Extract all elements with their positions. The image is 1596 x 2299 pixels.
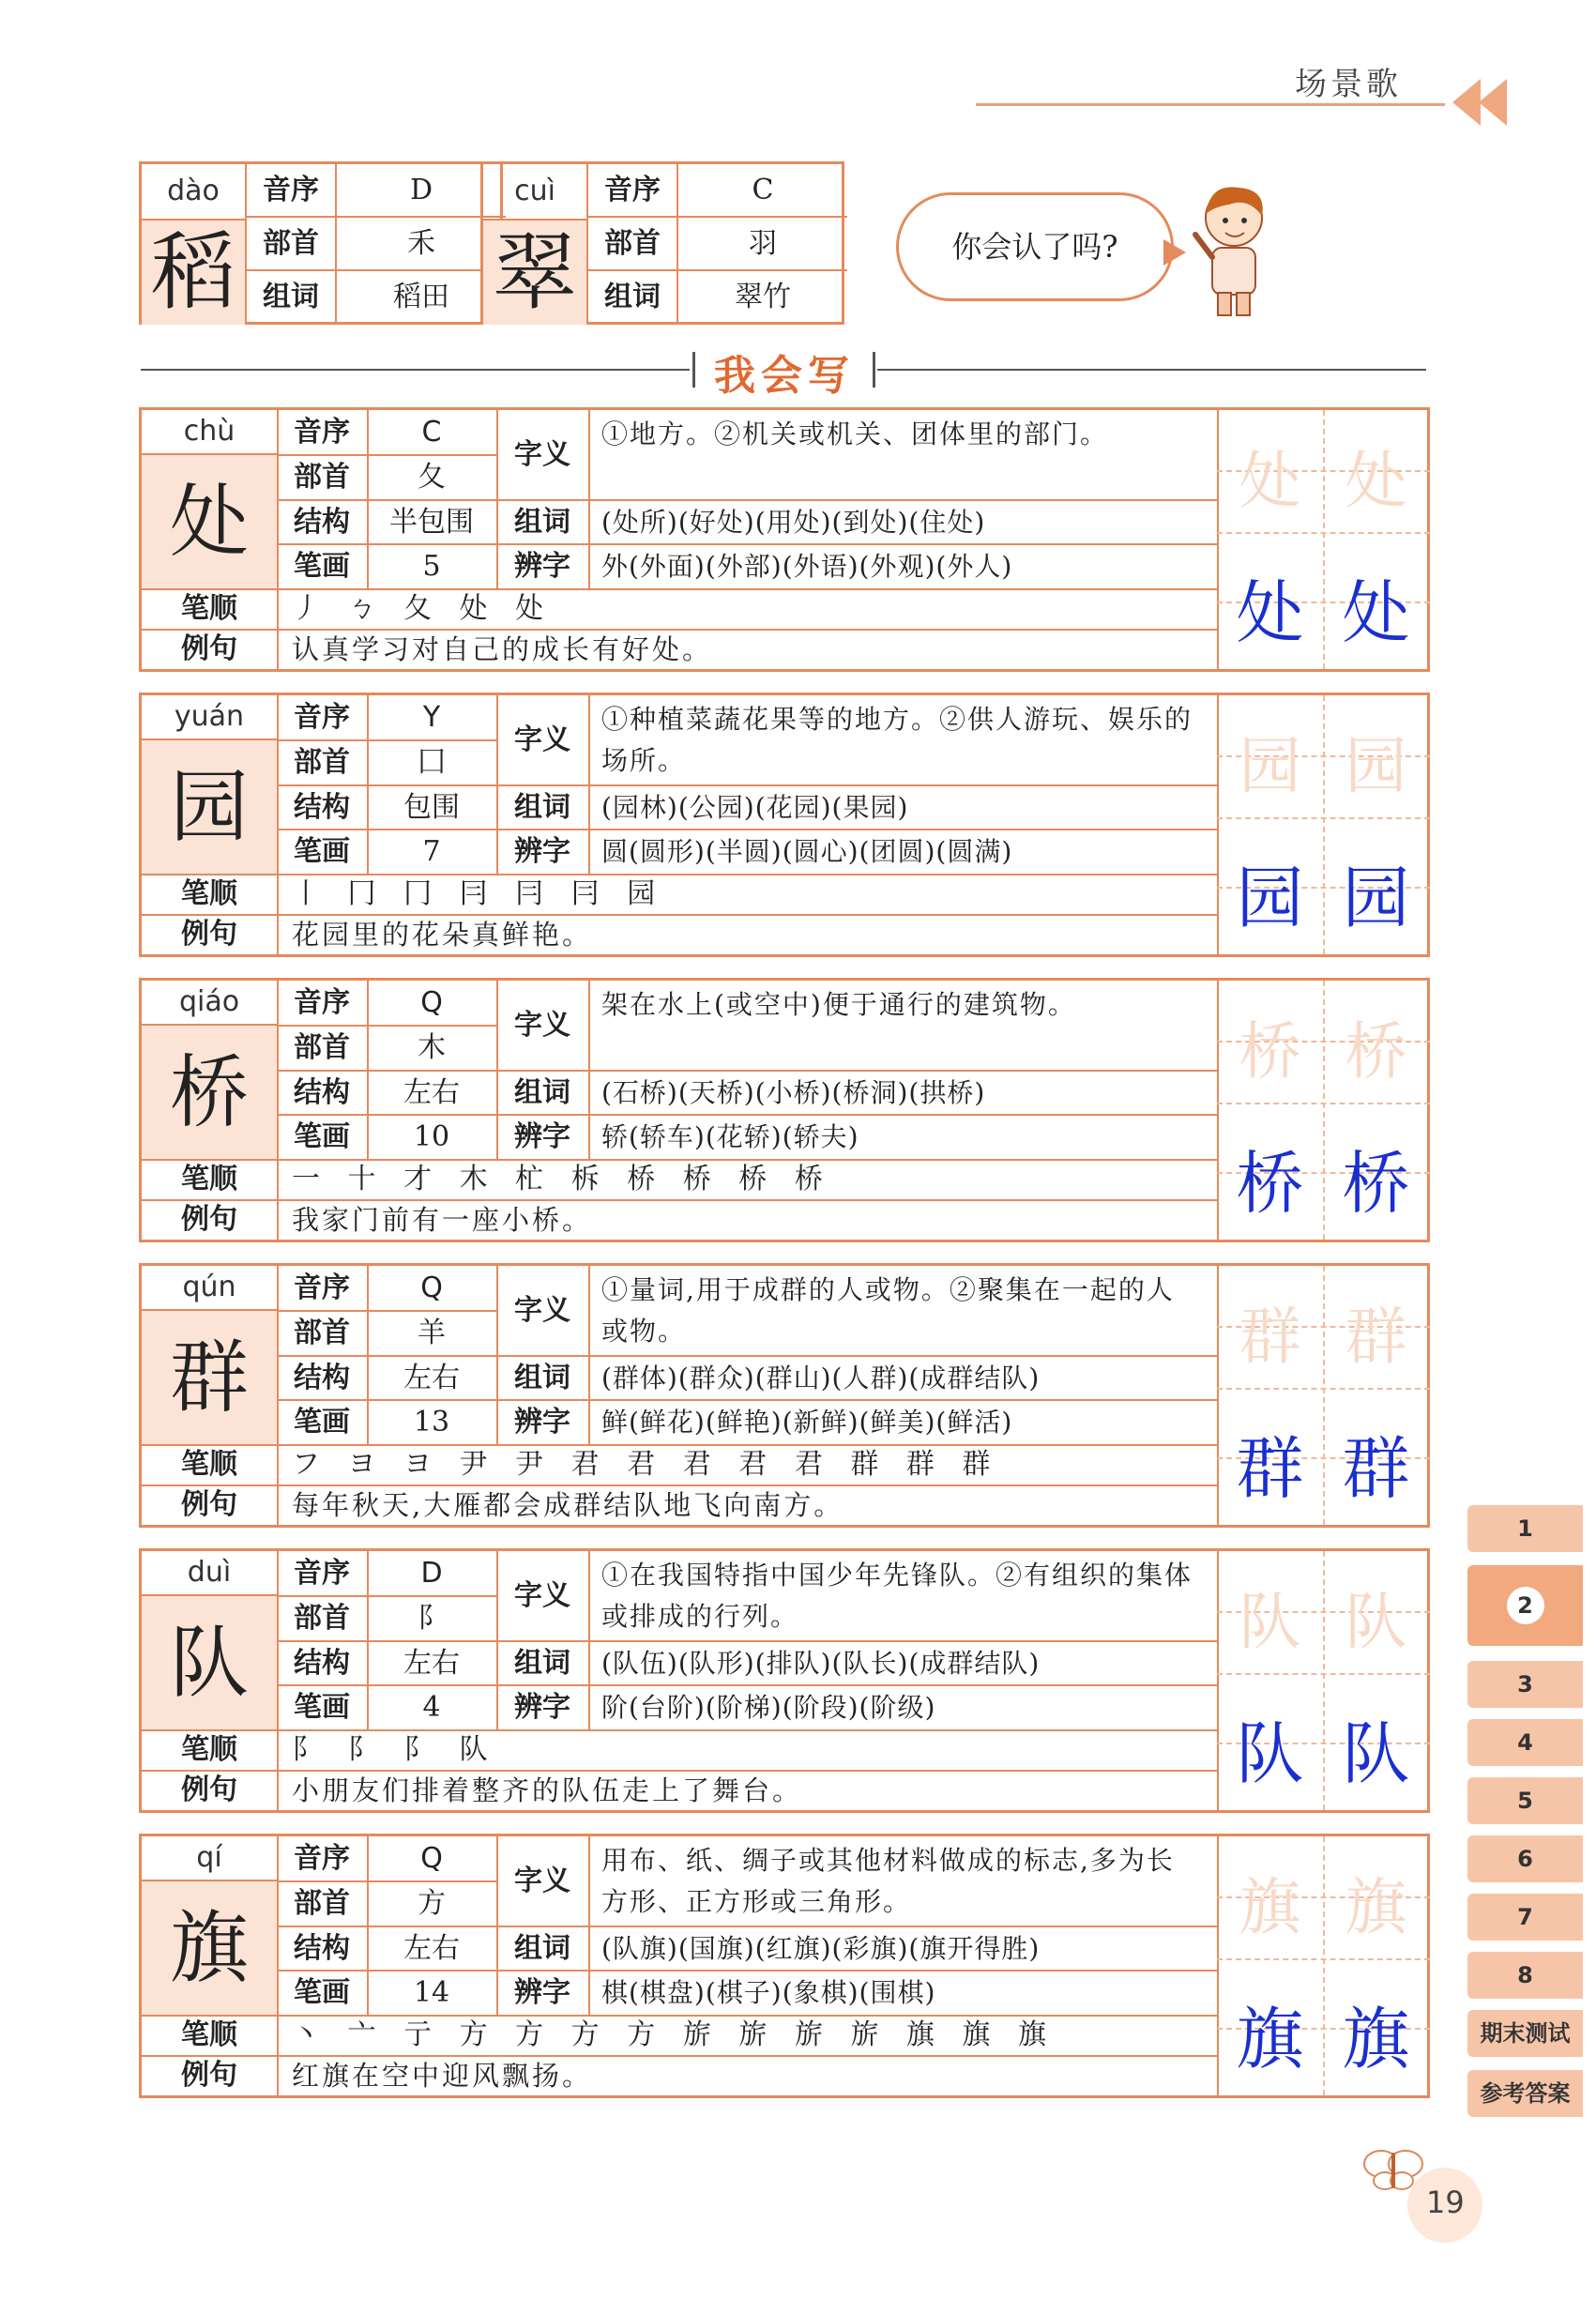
character: 翠 bbox=[483, 221, 588, 325]
trace-char: 队 bbox=[1345, 1586, 1407, 1658]
card-pinyin: qún bbox=[142, 1266, 277, 1311]
header-rule bbox=[976, 103, 1445, 106]
written-char: 园 bbox=[1236, 859, 1304, 937]
value-zuci: (队伍)(队形)(排队)(队长)(成群结队) bbox=[601, 1648, 1041, 1679]
trace-char: 群 bbox=[1345, 1301, 1407, 1373]
value-bushou: 夂 bbox=[418, 461, 446, 494]
card-character: 园 bbox=[142, 740, 277, 874]
label-jiegou: 结构 bbox=[294, 506, 350, 539]
label-jiegou: 结构 bbox=[294, 791, 350, 824]
value-bianzi: 阶(台阶)(阶梯)(阶段)(阶级) bbox=[601, 1692, 936, 1723]
section-bar-right bbox=[873, 352, 875, 388]
label-bushou: 部首 bbox=[294, 1317, 350, 1349]
value-ziyi: ①在我国特指中国少年先锋队。②有组织的集体或排成的行列。 bbox=[601, 1560, 1193, 1632]
tab-5[interactable]: 6 bbox=[1467, 1835, 1583, 1882]
tab-3[interactable]: 4 bbox=[1467, 1719, 1583, 1766]
written-char: 群 bbox=[1236, 1429, 1304, 1508]
value-bushou: 木 bbox=[418, 1031, 446, 1064]
small-card-cui bbox=[480, 161, 844, 325]
written-char: 桥 bbox=[1342, 1144, 1410, 1223]
label-jiegou: 结构 bbox=[294, 1932, 350, 1965]
label-jiegou: 结构 bbox=[294, 1647, 350, 1680]
tab-4[interactable]: 5 bbox=[1467, 1777, 1583, 1824]
value-bishun: フ ヨ ヨ 尹 尹 君 君 君 君 君 群 群 群 bbox=[292, 1448, 1000, 1481]
written-char: 队 bbox=[1342, 1714, 1410, 1793]
label-bianzi: 辨字 bbox=[514, 1406, 570, 1439]
butterfly-icon bbox=[1360, 2139, 1426, 2196]
label-bihua: 笔画 bbox=[294, 1406, 350, 1439]
card-4 bbox=[139, 1548, 1430, 1813]
value-yinxu: Y bbox=[422, 701, 441, 734]
written-char: 队 bbox=[1236, 1714, 1304, 1793]
label-bushou: 部首 bbox=[294, 1602, 350, 1635]
label-bishun: 笔顺 bbox=[181, 1448, 237, 1481]
label-bianzi: 辨字 bbox=[514, 835, 570, 868]
written-char: 园 bbox=[1342, 859, 1410, 937]
value: C bbox=[752, 174, 774, 206]
label-liju: 例句 bbox=[181, 2059, 237, 2092]
double-arrow-icon bbox=[1452, 79, 1509, 126]
label-ziyi: 字义 bbox=[514, 438, 570, 471]
label-zuci: 组词 bbox=[514, 791, 570, 824]
label-bianzi: 辨字 bbox=[514, 1120, 570, 1153]
trace-char: 群 bbox=[1239, 1301, 1301, 1373]
value-ziyi: ①种植菜蔬花果等的地方。②供人游玩、娱乐的场所。 bbox=[601, 704, 1193, 776]
pinyin: cuì bbox=[483, 164, 588, 221]
label-bihua: 笔画 bbox=[294, 1691, 350, 1724]
label-bishun: 笔顺 bbox=[181, 1163, 237, 1195]
value-jiegou: 左右 bbox=[403, 1647, 460, 1680]
tab-0[interactable]: 1 bbox=[1467, 1505, 1583, 1552]
value-zuci: (园林)(公园)(花园)(果园) bbox=[601, 792, 909, 823]
tab-1[interactable] bbox=[1467, 1565, 1583, 1646]
label-bianzi: 辨字 bbox=[514, 1691, 570, 1724]
value: 稻田 bbox=[393, 281, 449, 313]
value-bihua: 7 bbox=[422, 835, 441, 868]
value-bianzi: 轿(轿车)(花轿)(轿夫) bbox=[601, 1121, 859, 1152]
card-character: 旗 bbox=[142, 1881, 277, 2015]
card-0 bbox=[139, 407, 1430, 672]
card-character: 群 bbox=[142, 1311, 277, 1444]
small-card-dao bbox=[139, 161, 503, 325]
card-pinyin: chù bbox=[142, 410, 277, 455]
value-liju: 花园里的花朵真鲜艳。 bbox=[292, 919, 593, 951]
value-liju: 小朋友们排着整齐的队伍走上了舞台。 bbox=[292, 1774, 803, 1806]
card-3 bbox=[139, 1263, 1430, 1528]
label-jiegou: 结构 bbox=[294, 1076, 350, 1109]
value-jiegou: 左右 bbox=[403, 1362, 460, 1394]
card-5 bbox=[139, 1834, 1430, 2098]
tab-6[interactable]: 7 bbox=[1467, 1894, 1583, 1941]
section-title: 我会写 bbox=[714, 352, 855, 400]
speech-bubble: 你会认了吗? bbox=[896, 192, 1174, 301]
value: 禾 bbox=[407, 227, 435, 260]
label: 组词 bbox=[588, 271, 678, 325]
label-bihua: 笔画 bbox=[294, 550, 350, 583]
card-2 bbox=[139, 978, 1430, 1242]
value-yinxu: Q bbox=[420, 1271, 443, 1304]
label-liju: 例句 bbox=[181, 1488, 237, 1521]
card-pinyin: yuán bbox=[142, 695, 277, 740]
label-zuci: 组词 bbox=[514, 1647, 570, 1680]
value-ziyi: ①量词,用于成群的人或物。②聚集在一起的人或物。 bbox=[601, 1274, 1175, 1347]
label-bishun: 笔顺 bbox=[181, 877, 237, 910]
trace-char: 旗 bbox=[1239, 1871, 1301, 1943]
written-char: 桥 bbox=[1236, 1144, 1304, 1223]
value-bianzi: 棋(棋盘)(棋子)(象棋)(围棋) bbox=[601, 1977, 936, 2008]
chapter-title: 场景歌 bbox=[1295, 66, 1402, 103]
written-char: 处 bbox=[1342, 573, 1410, 652]
value-bushou: 囗 bbox=[418, 746, 446, 779]
value-jiegou: 半包围 bbox=[389, 506, 474, 539]
value-bihua: 14 bbox=[413, 1976, 450, 2009]
value-liju: 我家门前有一座小桥。 bbox=[292, 1204, 593, 1236]
label-bishun: 笔顺 bbox=[181, 2018, 237, 2051]
label-zuci: 组词 bbox=[514, 1932, 570, 1965]
tab-2[interactable]: 3 bbox=[1467, 1661, 1583, 1708]
label-bianzi: 辨字 bbox=[514, 1976, 570, 2009]
label-liju: 例句 bbox=[181, 632, 237, 665]
trace-char: 园 bbox=[1239, 730, 1301, 802]
value-liju: 认真学习对自己的成长有好处。 bbox=[292, 633, 713, 665]
label: 部首 bbox=[588, 218, 678, 269]
value-zuci: (群体)(群众)(群山)(人群)(成群结队) bbox=[601, 1363, 1041, 1393]
label-bihua: 笔画 bbox=[294, 835, 350, 868]
label-ziyi: 字义 bbox=[514, 1579, 570, 1612]
tab-8[interactable]: 期末测试 bbox=[1467, 2010, 1583, 2057]
section-rule-right bbox=[877, 369, 1426, 371]
value-ziyi: ①地方。②机关或机关、团体里的部门。 bbox=[601, 419, 1109, 449]
label-ziyi: 字义 bbox=[514, 1009, 570, 1042]
label-bihua: 笔画 bbox=[294, 1976, 350, 2009]
value-yinxu: Q bbox=[420, 986, 443, 1019]
card-pinyin: qiáo bbox=[142, 981, 277, 1026]
label-bihua: 笔画 bbox=[294, 1120, 350, 1153]
value-jiegou: 左右 bbox=[403, 1932, 460, 1965]
card-character: 桥 bbox=[142, 1026, 277, 1159]
value-zuci: (队旗)(国旗)(红旗)(彩旗)(旗开得胜) bbox=[601, 1933, 1041, 1964]
bubble-tail bbox=[1163, 239, 1186, 266]
card-1 bbox=[139, 693, 1430, 957]
value-jiegou: 左右 bbox=[403, 1076, 460, 1109]
label-yinxu: 音序 bbox=[294, 1842, 350, 1875]
card-pinyin: duì bbox=[142, 1551, 277, 1596]
label-yinxu: 音序 bbox=[294, 1557, 350, 1590]
label-jiegou: 结构 bbox=[294, 1362, 350, 1394]
page-number: 19 bbox=[1426, 2185, 1465, 2220]
label-ziyi: 字义 bbox=[514, 1865, 570, 1897]
label-bishun: 笔顺 bbox=[181, 1733, 237, 1766]
value-bihua: 4 bbox=[422, 1691, 441, 1724]
trace-char: 处 bbox=[1345, 445, 1407, 517]
value-jiegou: 包围 bbox=[403, 791, 460, 824]
value-bishun: 阝 阝 阝 队 bbox=[292, 1733, 497, 1766]
section-bar-left bbox=[692, 352, 695, 388]
tab-label: 2 bbox=[1507, 1587, 1544, 1624]
label-yinxu: 音序 bbox=[294, 416, 350, 449]
label-liju: 例句 bbox=[181, 1203, 237, 1236]
label-yinxu: 音序 bbox=[294, 986, 350, 1019]
value-zuci: (处所)(好处)(用处)(到处)(住处) bbox=[601, 507, 986, 538]
label-zuci: 组词 bbox=[514, 506, 570, 539]
value-yinxu: D bbox=[420, 1557, 443, 1590]
label-yinxu: 音序 bbox=[294, 701, 350, 734]
section-rule-left bbox=[141, 369, 690, 371]
label-bushou: 部首 bbox=[294, 1031, 350, 1064]
pinyin: dào bbox=[142, 164, 247, 221]
trace-char: 处 bbox=[1239, 445, 1301, 517]
value: 翠竹 bbox=[735, 281, 791, 313]
card-pinyin: qí bbox=[142, 1836, 277, 1881]
label-zuci: 组词 bbox=[514, 1362, 570, 1394]
tab-9[interactable]: 参考答案 bbox=[1467, 2070, 1583, 2117]
trace-char: 园 bbox=[1345, 730, 1407, 802]
label: 音序 bbox=[588, 164, 678, 216]
label-yinxu: 音序 bbox=[294, 1271, 350, 1304]
trace-char: 桥 bbox=[1345, 1015, 1407, 1088]
label-liju: 例句 bbox=[181, 918, 237, 951]
value: 羽 bbox=[749, 227, 777, 260]
trace-char: 队 bbox=[1239, 1586, 1301, 1658]
trace-char: 旗 bbox=[1345, 1871, 1407, 1943]
value-bushou: 羊 bbox=[418, 1317, 446, 1349]
value-bihua: 13 bbox=[413, 1406, 450, 1439]
label-bushou: 部首 bbox=[294, 461, 350, 494]
value: D bbox=[409, 174, 433, 206]
value-bianzi: 鲜(鲜花)(鲜艳)(新鲜)(鲜美)(鲜活) bbox=[601, 1407, 1013, 1438]
character: 稻 bbox=[142, 221, 247, 325]
label-liju: 例句 bbox=[181, 1774, 237, 1806]
trace-char: 桥 bbox=[1239, 1015, 1301, 1088]
label-bianzi: 辨字 bbox=[514, 550, 570, 583]
boy-illustration-icon bbox=[1192, 178, 1276, 319]
label-ziyi: 字义 bbox=[514, 1294, 570, 1327]
label-bishun: 笔顺 bbox=[181, 592, 237, 625]
label-bushou: 部首 bbox=[294, 746, 350, 779]
value-bianzi: 外(外面)(外部)(外语)(外观)(外人) bbox=[601, 551, 1013, 582]
value-liju: 红旗在空中迎风飘扬。 bbox=[292, 2060, 593, 2092]
value-zuci: (石桥)(天桥)(小桥)(桥洞)(拱桥) bbox=[601, 1077, 986, 1108]
written-char: 处 bbox=[1236, 573, 1304, 652]
value-bihua: 10 bbox=[413, 1120, 450, 1153]
value-yinxu: C bbox=[421, 416, 442, 449]
tab-7[interactable]: 8 bbox=[1467, 1952, 1583, 1999]
written-char: 群 bbox=[1342, 1429, 1410, 1508]
value-bishun: 一 十 才 木 杧 柝 桥 桥 桥 桥 bbox=[292, 1163, 832, 1195]
value-bishun: 丿 ㄅ 夂 处 处 bbox=[292, 592, 554, 625]
value-yinxu: Q bbox=[420, 1842, 443, 1875]
value-bishun: 丶 亠 亍 方 方 方 方 旂 旂 旂 旂 旗 旗 旗 bbox=[292, 2018, 1056, 2051]
value-bushou: 阝 bbox=[418, 1602, 446, 1635]
label-bushou: 部首 bbox=[294, 1887, 350, 1920]
value-bishun: 丨 冂 冂 冃 冃 冃 园 bbox=[292, 877, 665, 910]
written-char: 旗 bbox=[1236, 2000, 1304, 2078]
value-bushou: 方 bbox=[418, 1887, 446, 1920]
value-bihua: 5 bbox=[422, 550, 441, 583]
label: 音序 bbox=[247, 164, 337, 216]
written-char: 旗 bbox=[1342, 2000, 1410, 2078]
value-ziyi: 用布、纸、绸子或其他材料做成的标志,多为长方形、正方形或三角形。 bbox=[601, 1845, 1175, 1917]
label-ziyi: 字义 bbox=[514, 723, 570, 756]
value-ziyi: 架在水上(或空中)便于通行的建筑物。 bbox=[601, 989, 1076, 1020]
label-zuci: 组词 bbox=[514, 1076, 570, 1109]
card-character: 队 bbox=[142, 1596, 277, 1729]
label: 组词 bbox=[247, 271, 337, 325]
label: 部首 bbox=[247, 218, 337, 269]
value-bianzi: 圆(圆形)(半圆)(圆心)(团圆)(圆满) bbox=[601, 836, 1013, 867]
value-liju: 每年秋天,大雁都会成群结队地飞向南方。 bbox=[292, 1489, 844, 1521]
card-character: 处 bbox=[142, 455, 277, 588]
